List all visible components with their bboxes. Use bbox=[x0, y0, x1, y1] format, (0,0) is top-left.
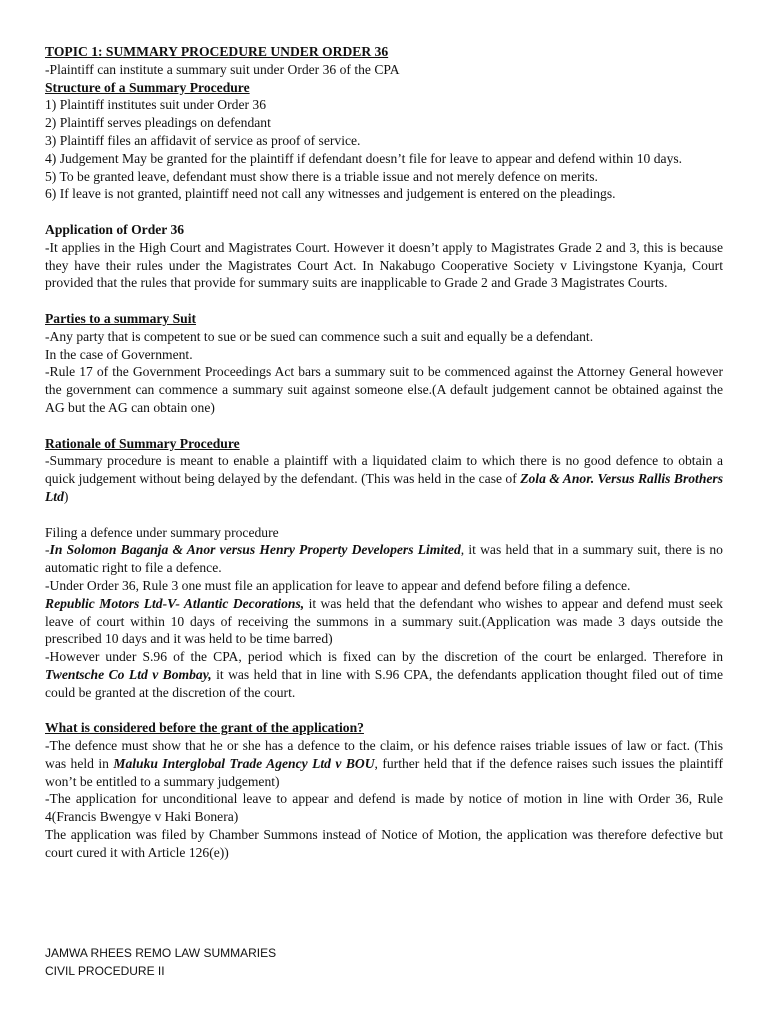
application-text: -It applies in the High Court and Magistrates Court. However it doesn’t apply to Magistrates Grade 2 and 3, this is because they have their rules under the Magistrates Court Act. In Nakabugo Cooperative Society v Livingstone Kyanja, Court provided that the rules that provide for summary suits are inapplicable to Grade 2 and Grade 3 Magistrates Courts. bbox=[45, 239, 723, 291]
structure-item: 2) Plaintiff serves pleadings on defendant bbox=[45, 115, 271, 131]
filing-paragraph: Republic Motors Ltd-V- Atlantic Decorations, it was held that the defendant who wishes to appear and defend must seek leave of court within 10 days of receiving the summons in a summary suit.(Application was made 3 days outside the prescribed 10 days and it was held to be time barred) bbox=[45, 595, 723, 647]
considered-paragraph: -The defence must show that he or she has a defence to the claim, or his defence raises triable issues of law or fact. (This was held in Maluku Interglobal Trade Agency Ltd v BOU, further held that if the defence raises such issues the plaintiff won’t be entitled to a summary judgement) bbox=[45, 738, 723, 789]
parties-paragraph: -Any party that is competent to sue or be sued can commence such a suit and equally be a defendant. bbox=[45, 328, 594, 344]
case-citation: Zola & Anor. Versus Rallis Brothers Ltd bbox=[45, 471, 723, 504]
considered-paragraph: -The application for unconditional leave to appear and defend is made by notice of motion in line with Order 36, Rule 4(Francis Bwengye v Haki Bonera) bbox=[45, 791, 723, 825]
rationale-paragraph: -Summary procedure is meant to enable a plaintiff with a liquidated claim to which there is no good defence to obtain a quick judgement without being delayed by the defendant. (This was held in the case of Zola & Anor. Versus Rallis Brothers Ltd) bbox=[45, 453, 723, 504]
considered-heading: What is considered before the grant of the application? bbox=[45, 720, 364, 736]
structure-heading: Structure of a Summary Procedure bbox=[45, 79, 250, 95]
considered-paragraph: The application was filed by Chamber Summons instead of Notice of Motion, the application was therefore defective but court cured it with Article 126(e)) bbox=[45, 827, 723, 860]
structure-item: 4) Judgement May be granted for the plaintiff if defendant doesn’t file for leave to appear and defend within 10 days. bbox=[45, 150, 683, 166]
filing-paragraph: -Under Order 36, Rule 3 one must file an application for leave to appear and defend before filing a defence. bbox=[45, 577, 631, 593]
rationale-heading: Rationale of Summary Procedure bbox=[45, 435, 240, 451]
filing-heading: Filing a defence under summary procedure bbox=[45, 524, 279, 540]
parties-paragraph: -Rule 17 of the Government Proceedings Act bars a summary suit to be commenced against the Attorney General however the government can commence a summary suit against someone else.(A default judgement cannot be obtained against the AG but the AG can obtain one) bbox=[45, 364, 723, 415]
parties-paragraph: In the case of Government. bbox=[45, 346, 193, 362]
application-heading: Application of Order 36 bbox=[45, 221, 185, 237]
intro-text: -Plaintiff can institute a summary suit under Order 36 of the CPA bbox=[45, 61, 400, 77]
case-citation: Maluku Interglobal Trade Agency Ltd v BOU bbox=[113, 755, 375, 771]
structure-item: 3) Plaintiff files an affidavit of service as proof of service. bbox=[45, 132, 361, 148]
filing-paragraph: -However under S.96 of the CPA, period which is fixed can by the discretion of the court be enlarged. Therefore in Twentsche Co Ltd v Bombay, it was held that in line with S.96 CPA, the defendants application thought filed out of time could be granted at the discretion of the court. bbox=[45, 649, 724, 700]
footer-line: CIVIL PROCEDURE II bbox=[45, 964, 165, 978]
page-footer bbox=[45, 944, 276, 980]
parties-heading: Parties to a summary Suit bbox=[45, 310, 197, 326]
case-citation: Twentsche Co Ltd v Bombay, bbox=[45, 666, 212, 682]
case-citation: In Solomon Baganja & Anor versus Henry Property Developers Limited bbox=[49, 542, 461, 558]
document-title: TOPIC 1: SUMMARY PROCEDURE UNDER ORDER 36 bbox=[45, 44, 389, 59]
case-citation: Republic Motors Ltd-V- Atlantic Decorations, bbox=[45, 595, 305, 611]
footer-line: JAMWA RHEES REMO LAW SUMMARIES bbox=[45, 946, 277, 960]
structure-item: 1) Plaintiff institutes suit under Order 36 bbox=[45, 97, 266, 113]
structure-item: 5) To be granted leave, defendant must show there is a triable issue and not merely defence on merits. bbox=[45, 168, 598, 184]
structure-item: 6) If leave is not granted, plaintiff need not call any witnesses and judgement is entered on the pleadings. bbox=[45, 186, 616, 202]
filing-paragraph: -In Solomon Baganja & Anor versus Henry Property Developers Limited, it was held that in a summary suit, there is no automatic right to file a defence. bbox=[45, 542, 723, 576]
